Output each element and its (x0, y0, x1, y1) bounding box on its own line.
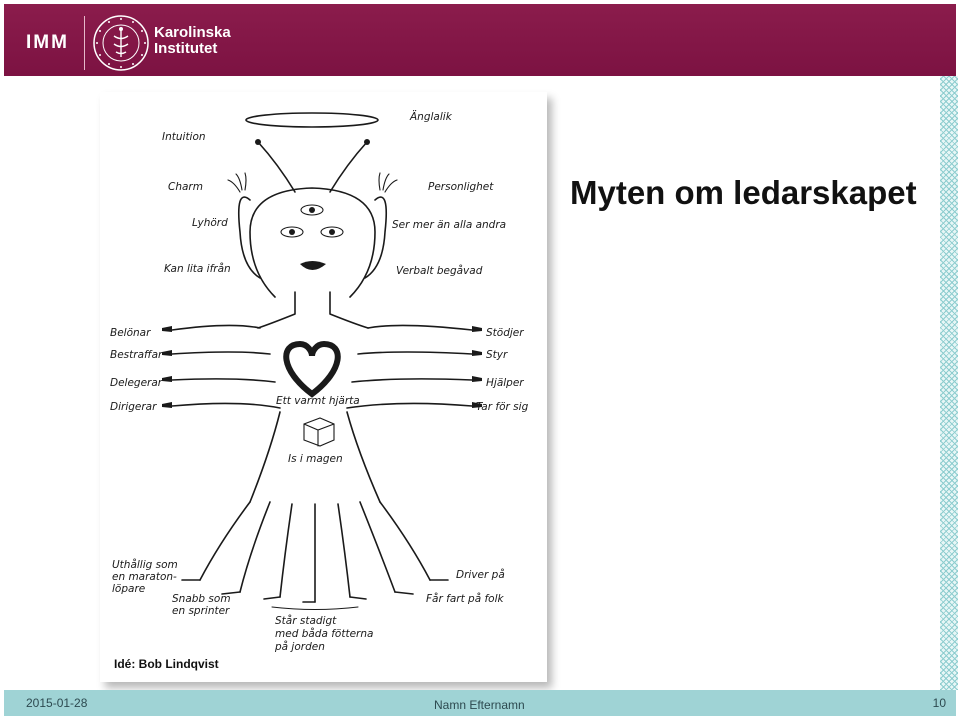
leg-2 (240, 502, 270, 592)
label-styr: Styr (486, 349, 508, 361)
neck-left (258, 292, 295, 328)
illustration-credit: Idé: Bob Lindqvist (114, 657, 219, 671)
leg-5 (338, 504, 350, 597)
leg-7 (380, 502, 430, 580)
leadership-myth-illustration (100, 92, 547, 682)
label-personlighet: Personlighet (428, 181, 494, 193)
label-belonar: Belönar (110, 327, 151, 339)
label-anglalik: Änglalik (410, 111, 452, 123)
right-arm-2 (358, 352, 472, 354)
karolinska-institutet-name (154, 25, 231, 57)
halo-shape (246, 113, 378, 127)
label-tar-for-sig: Tar för sig (476, 401, 529, 413)
right-arm-1 (368, 325, 472, 330)
left-arm-3 (172, 379, 275, 382)
label-star-2: med båda fötterna (275, 628, 374, 640)
left-arm-1 (172, 325, 260, 330)
label-driver-pa: Driver på (456, 569, 505, 581)
ki-name-line2: Institutet (154, 40, 218, 57)
label-kan-lita: Kan lita ifrån (164, 263, 231, 275)
label-varmt-hjarta: Ett varmt hjärta (276, 395, 360, 407)
right-arm-3 (352, 379, 472, 382)
label-hjalper: Hjälper (486, 377, 524, 389)
logo-divider (84, 16, 85, 70)
footer-bar (4, 690, 956, 716)
right-arm-4 (347, 403, 472, 408)
leg-3 (280, 504, 292, 597)
footer-date: 2015-01-28 (26, 696, 88, 710)
neck-right (330, 292, 368, 328)
footer-author: Namn Efternamn (434, 698, 525, 712)
left-eye-pupil (289, 229, 295, 235)
label-star-3: på jorden (275, 641, 325, 653)
decorative-side-stripe (940, 76, 958, 690)
label-bestraffar: Bestraffar (110, 349, 163, 361)
label-uthallig-3: löpare (112, 583, 146, 595)
label-lyhord: Lyhörd (192, 217, 228, 229)
third-eye-pupil (309, 207, 315, 213)
label-delegerar: Delegerar (110, 377, 163, 389)
imm-logo: IMM (26, 32, 69, 53)
label-far-fart: Får fart på folk (426, 593, 504, 605)
label-snabb-2: en sprinter (172, 605, 230, 617)
ground-brace (272, 607, 358, 610)
head-outline (250, 188, 375, 297)
body-right-side (347, 412, 380, 502)
left-antenna-tip (255, 139, 261, 145)
left-arm-2 (172, 352, 270, 354)
heart-shape (286, 344, 338, 394)
header-bar (4, 4, 956, 76)
body-left-side (250, 412, 280, 502)
label-uthallig-1: Uthållig som (112, 559, 178, 571)
label-charm: Charm (168, 181, 203, 193)
left-antenna (258, 142, 295, 192)
footer-page-number: 10 (932, 696, 946, 710)
label-dirigerar: Dirigerar (110, 401, 157, 413)
right-antenna-tip (364, 139, 370, 145)
label-intuition: Intuition (162, 131, 206, 143)
ice-cube-icon (304, 418, 334, 446)
right-eye-pupil (329, 229, 335, 235)
slide-title: Myten om ledarskapet (570, 174, 917, 211)
karolinska-seal-icon (92, 14, 150, 72)
label-star-1: Står stadigt (275, 615, 337, 627)
mouth (300, 261, 326, 270)
label-ser-mer: Ser mer än alla andra (392, 219, 507, 231)
left-arm-4 (172, 403, 280, 408)
right-hair-tuft (379, 173, 397, 192)
leg-1 (200, 502, 250, 580)
label-stodjer: Stödjer (486, 327, 524, 339)
label-uthallig-2: en maraton- (112, 571, 177, 583)
label-verbalt: Verbalt begåvad (396, 265, 483, 277)
label-is-i-magen: Is i magen (288, 453, 343, 465)
left-hair-tuft (228, 173, 246, 192)
ki-name-line1: Karolinska (154, 24, 231, 41)
leader-figure-drawing (100, 92, 547, 682)
label-snabb-1: Snabb som (172, 593, 231, 605)
right-antenna (330, 142, 367, 192)
